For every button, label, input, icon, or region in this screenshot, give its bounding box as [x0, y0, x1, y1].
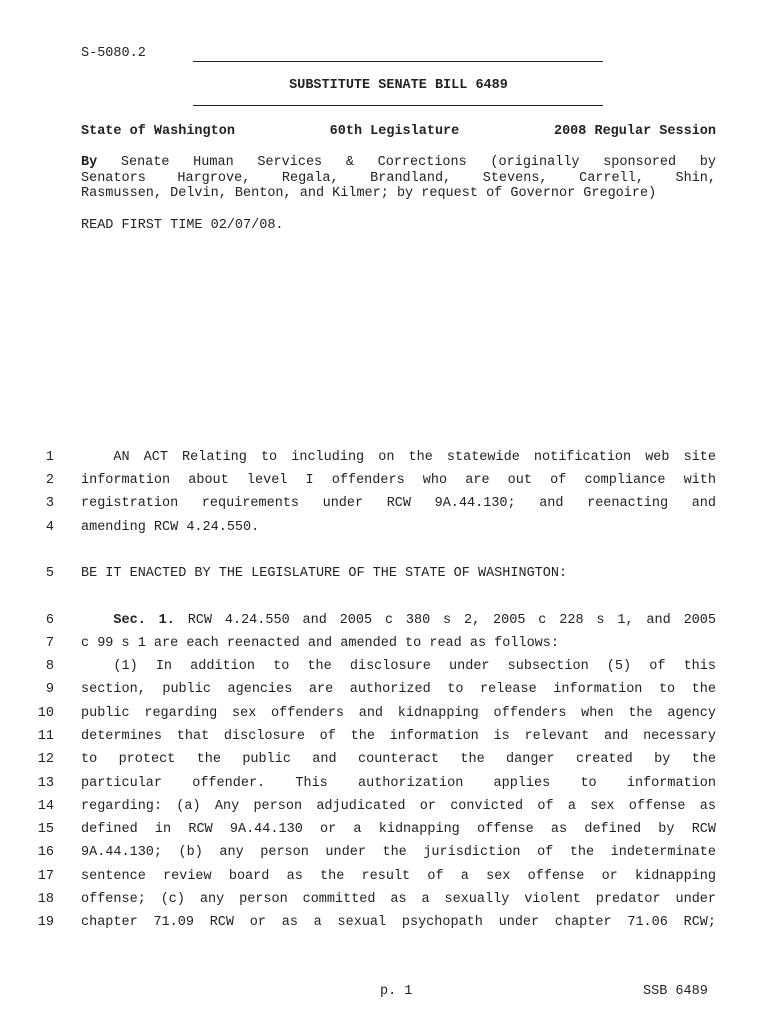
- line-number: 12: [37, 752, 54, 767]
- sponsor-block: [81, 155, 716, 202]
- line-number: 5: [45, 566, 54, 581]
- line-number: 2: [45, 473, 54, 488]
- sponsor-line: Senate Human Services & Corrections (originally sponsored by: [97, 155, 716, 170]
- sponsor-line: Rasmussen, Delvin, Benton, and Kilmer; by request of Governor Gregoire): [81, 186, 657, 202]
- body-line: regarding: (a) Any person adjudicated or convicted of a sex offense as: [81, 799, 716, 814]
- line-number: 19: [37, 915, 54, 930]
- body-line: section, public agencies are authorized to release information to the: [81, 682, 716, 697]
- line-number: 13: [37, 776, 54, 791]
- line-number: 18: [37, 892, 54, 907]
- line-number: 3: [45, 496, 54, 511]
- body-line: [81, 613, 716, 628]
- line-number: 8: [45, 659, 54, 674]
- by-label: By: [81, 155, 98, 170]
- line-number: 11: [37, 729, 54, 744]
- line-number: 10: [37, 706, 54, 721]
- line-number: 16: [37, 845, 54, 860]
- body-line: public regarding sex offenders and kidnapping offenders when the agency: [81, 706, 716, 721]
- body-line: (1) In addition to the disclosure under subsection (5) of this: [113, 659, 716, 674]
- footer-bill-id: SSB 6489: [643, 984, 708, 999]
- top-rule: [193, 61, 603, 62]
- read-first-time: READ FIRST TIME 02/07/08.: [81, 218, 284, 233]
- body-line: chapter 71.09 RCW or as a sexual psychopath under chapter 71.06 RCW;: [81, 915, 716, 930]
- line-number: 14: [37, 799, 54, 814]
- line-number: 15: [37, 822, 54, 837]
- body-line: to protect the public and counteract the danger created by the: [81, 752, 716, 767]
- body-line: 9A.44.130; (b) any person under the jurisdiction of the indeterminate: [81, 845, 716, 860]
- body-line: determines that disclosure of the information is relevant and necessary: [81, 729, 716, 744]
- line-number: 6: [45, 613, 54, 628]
- document-id: S-5080.2: [81, 46, 146, 61]
- body-line: BE IT ENACTED BY THE LEGISLATURE OF THE STATE OF WASHINGTON:: [81, 566, 568, 581]
- title-rule: [193, 105, 603, 106]
- line-number: 1: [45, 450, 54, 465]
- body-line: c 99 s 1 are each reenacted and amended to read as follows:: [81, 636, 559, 651]
- body-line: AN ACT Relating to including on the statewide notification web site: [113, 450, 716, 465]
- body-line: offense; (c) any person committed as a sexually violent predator under: [81, 892, 716, 907]
- bill-title: SUBSTITUTE SENATE BILL 6489: [289, 78, 508, 93]
- body-line: sentence review board as the result of a sex offense or kidnapping: [81, 869, 716, 884]
- body-line: particular offender. This authorization applies to information: [81, 776, 716, 791]
- line-number: 9: [45, 682, 54, 697]
- line-number: 7: [45, 636, 54, 651]
- section-heading: Sec. 1.: [113, 613, 175, 628]
- legislature-label: 60th Legislature: [329, 124, 460, 139]
- body-line: defined in RCW 9A.44.130 or a kidnapping offense as defined by RCW: [81, 822, 716, 837]
- page-number: p. 1: [380, 984, 413, 999]
- state-label: State of Washington: [81, 124, 235, 139]
- line-number: 17: [37, 869, 54, 884]
- body-line: registration requirements under RCW 9A.44.130; and reenacting and: [81, 496, 716, 511]
- sponsor-line: Senators Hargrove, Regala, Brandland, Stevens, Carrell, Shin,: [81, 170, 716, 186]
- session-label: 2008 Regular Session: [553, 124, 716, 139]
- section-text: RCW 4.24.550 and 2005 c 380 s 2, 2005 c 228 s 1, and 2005: [174, 613, 716, 628]
- body-line: information about level I offenders who are out of compliance with: [81, 473, 716, 488]
- body-line: amending RCW 4.24.550.: [81, 520, 260, 535]
- session-header: [81, 124, 716, 139]
- line-number: 4: [45, 520, 54, 535]
